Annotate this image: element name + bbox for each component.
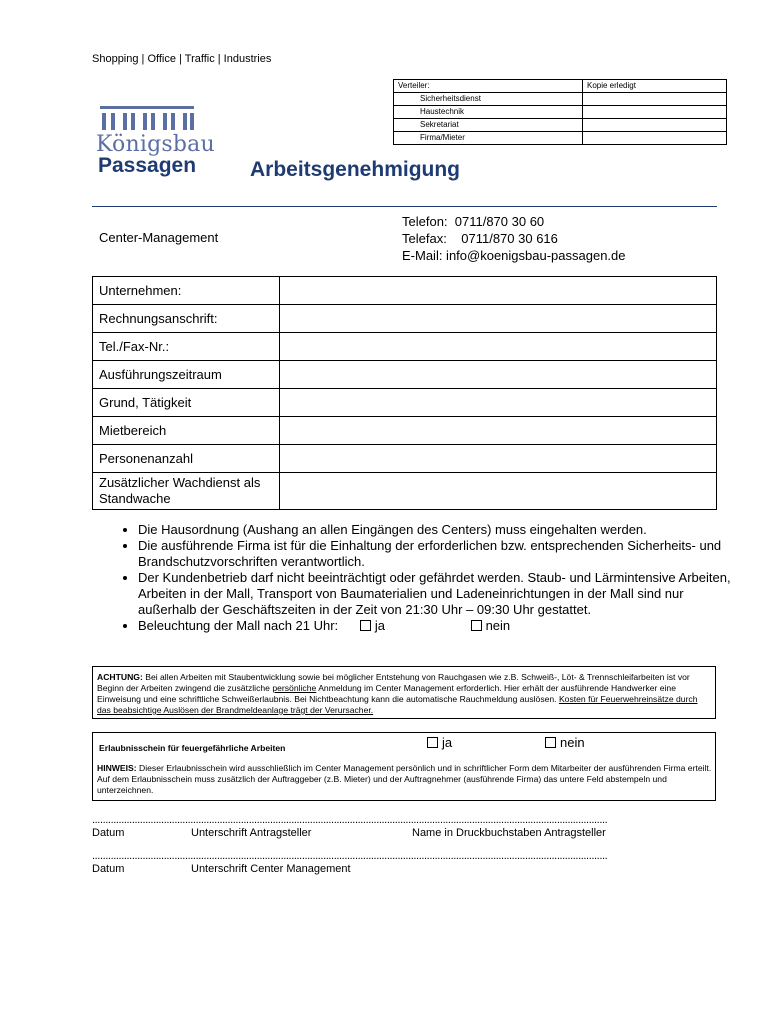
distribution-item: Sicherheitsdienst (394, 93, 583, 106)
lighting-no-label: nein (485, 618, 511, 633)
signature-line-1[interactable]: .................................................................................................................................................................................................. (92, 815, 608, 825)
checkbox-icon[interactable] (427, 737, 438, 748)
distribution-header: Verteiler: (394, 80, 583, 93)
koenigsbau-logo (96, 104, 215, 182)
distribution-item: Sekretariat (394, 119, 583, 132)
form-label: Mietbereich (93, 417, 280, 445)
warning-underlined-1: persönliche (272, 683, 317, 693)
checkbox-icon[interactable] (545, 737, 556, 748)
form-label: Personenanzahl (93, 445, 280, 473)
form-field-headcount[interactable] (280, 445, 717, 473)
logo-text-passagen: Passagen (98, 154, 197, 177)
rule-item: • Der Kundenbetrieb darf nicht beeinträchtigt oder gefährdet werden. Staub- und Lärmintensive Arbeiten, Arbeiten in der Mall, Transport von Baumaterialien und Ladeneinrichtungen in der Mall sind nur außerhalb der Geschäftszeiten in der Zeit von 21:30 Uhr – 09:30 Uhr gestattet. (138, 570, 738, 618)
fire-permit-box (92, 732, 716, 801)
copy-done-cell[interactable] (583, 106, 727, 119)
hint-label: HINWEIS: (97, 763, 137, 773)
form-label: Grund, Tätigkeit (93, 389, 280, 417)
fire-permit-yes-label: ja (442, 735, 453, 750)
warning-underlined-2: Kosten für Feuerwehreinsätze durch das beabsichtige Auslösen der Brandmeldeanlage trägt der Verursacher. (97, 694, 698, 715)
warning-label: ACHTUNG: (97, 672, 143, 682)
signature-date-label: Datum (92, 863, 125, 875)
form-label: Unternehmen: (93, 277, 280, 305)
copy-done-cell[interactable] (583, 119, 727, 132)
hint-text: Dieser Erlaubnisschein wird ausschließlich im Center Management persönlich und in schriftlicher Form dem Mitarbeiter der ausführenden Firma erteilt. Auf dem Erlaubnisschein muss zusätzlich der Auftraggeber (z.B. Mieter) und der Auftragnehmer (ausführende Firma) das untere Feld abstempeln und unterzeichnen. (97, 763, 712, 795)
contact-phone: Telefon: 0711/870 30 60 (402, 214, 545, 229)
fire-permit-no-label: nein (560, 735, 585, 750)
signature-name-label: Name in Druckbuchstaben Antragsteller (412, 827, 606, 839)
form-field-guard-service[interactable] (280, 473, 717, 510)
logo-text-koenigsbau: Königsbau (96, 132, 215, 157)
signature-center-management-label: Unterschrift Center Management (191, 863, 351, 875)
warning-text-2: Anmeldung im Center Management erforderlich. Hier erhält der ausführende Handwerker eine Einweisung und eine schriftliche Schweißerlaubnis. Bei Nichtbeachtung kann die automatische Rauchmeldung auslösen. (97, 683, 676, 704)
distribution-table (393, 79, 727, 145)
fire-permit-title: Erlaubnisschein für feuergefährliche Arbeiten (99, 743, 286, 753)
fire-permit-no-option[interactable] (545, 737, 585, 748)
warning-box (92, 666, 716, 719)
copy-done-cell[interactable] (583, 93, 727, 106)
checkbox-icon[interactable] (360, 620, 371, 631)
rule-item: • Die ausführende Firma ist für die Einhaltung der erforderlichen bzw. entsprechenden Sicherheits- und Brandschutzvorschriften verantwortlich. (138, 538, 738, 570)
title-divider (92, 206, 717, 207)
form-field-company[interactable] (280, 277, 717, 305)
checkbox-icon[interactable] (471, 620, 482, 631)
form-field-rental-area[interactable] (280, 417, 717, 445)
contact-fax: Telefax: 0711/870 30 616 (402, 231, 558, 246)
form-field-reason[interactable] (280, 389, 717, 417)
rules-list (110, 522, 738, 634)
contact-block (402, 213, 626, 264)
fire-permit-hint (97, 763, 712, 796)
form-field-phone-fax[interactable] (280, 333, 717, 361)
rule-item: • Die Hausordnung (Aushang an allen Eingängen des Centers) muss eingehalten werden. (138, 522, 738, 538)
lighting-no-option[interactable] (471, 618, 511, 634)
rule-item-lighting (138, 618, 738, 634)
form-field-period[interactable] (280, 361, 717, 389)
copy-done-cell[interactable] (583, 132, 727, 145)
lighting-yes-label: ja (374, 618, 385, 633)
warning-text-1: Bei allen Arbeiten mit Staubentwicklung sowie bei möglicher Entstehung von Rauchgasen wie z.B. Schweiß-, Löt- & Trennschleifarbeiten ist vor Beginn der Arbeiten zwingend die zusätzliche (97, 672, 690, 693)
form-label: Rechnungsanschrift: (93, 305, 280, 333)
lighting-label: Beleuchtung der Mall nach 21 Uhr: (138, 618, 339, 633)
request-form-table (92, 276, 717, 510)
signature-applicant-label: Unterschrift Antragsteller (191, 827, 312, 839)
contact-email[interactable]: E-Mail: info@koenigsbau-passagen.de (402, 248, 626, 263)
form-field-billing-address[interactable] (280, 305, 717, 333)
distribution-item: Firma/Mieter (394, 132, 583, 145)
lighting-yes-option[interactable] (360, 618, 385, 634)
top-navigation-text: Shopping | Office | Traffic | Industries (92, 53, 272, 65)
form-label: Tel./Fax-Nr.: (93, 333, 280, 361)
center-management-label: Center-Management (99, 230, 219, 245)
page-title: Arbeitsgenehmigung (250, 158, 461, 181)
form-label: Zusätzlicher Wachdienst als Standwache (93, 473, 280, 510)
form-label: Ausführungszeitraum (93, 361, 280, 389)
copy-done-header: Kopie erledigt (583, 80, 727, 93)
distribution-item: Haustechnik (394, 106, 583, 119)
colonnade-icon (98, 104, 198, 130)
signature-line-2[interactable]: .................................................................................................................................................................................................. (92, 851, 608, 861)
signature-date-label: Datum (92, 827, 125, 839)
fire-permit-yes-option[interactable] (427, 737, 452, 748)
